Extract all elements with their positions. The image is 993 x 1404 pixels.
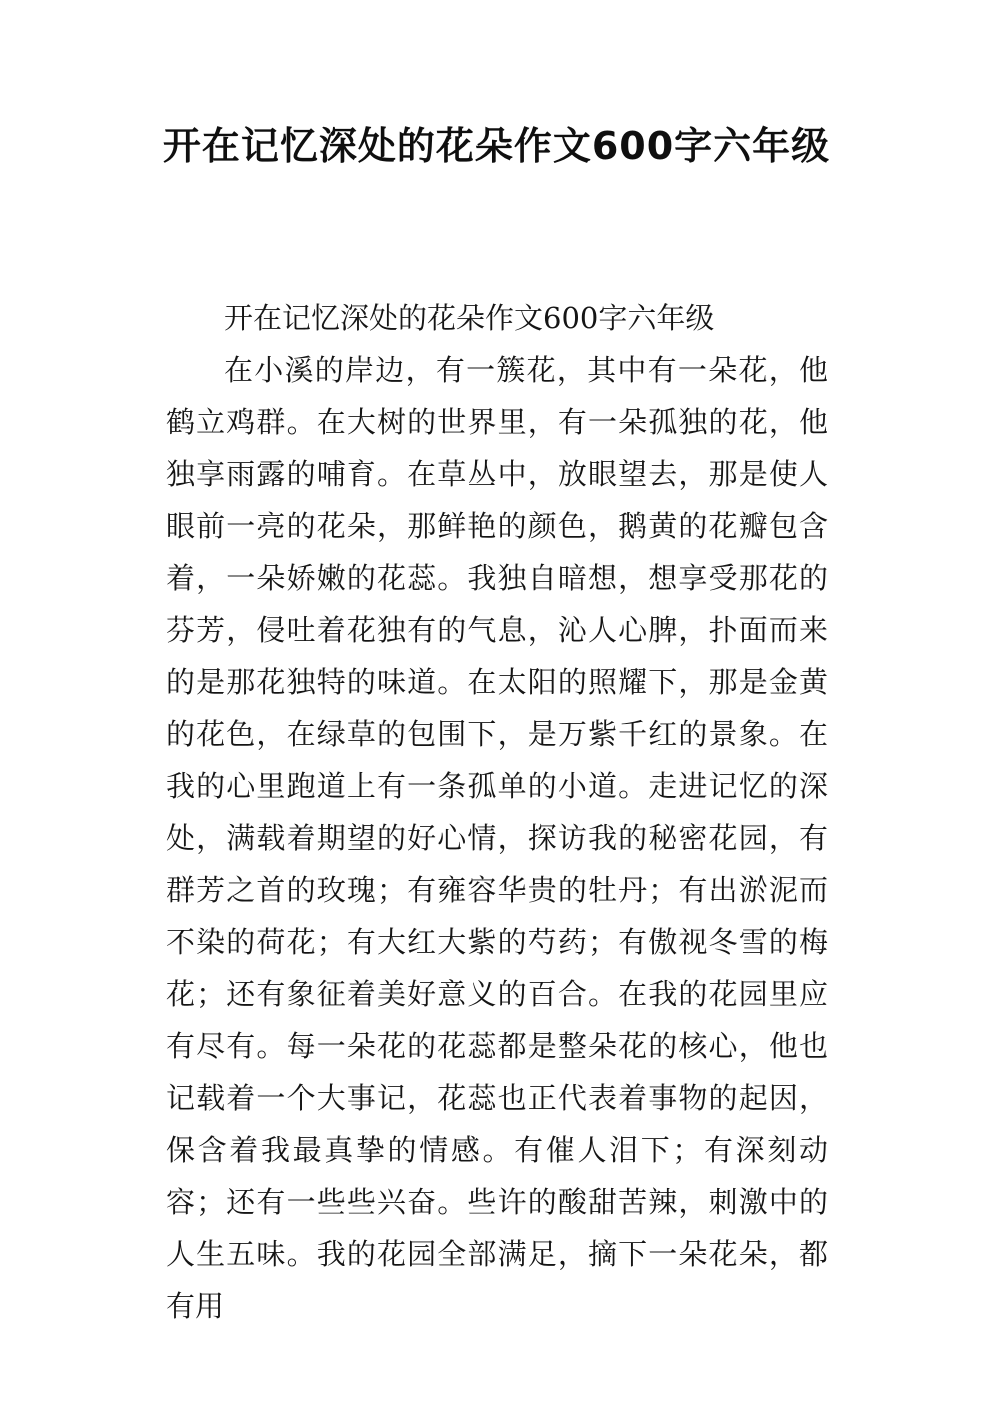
essay-paragraph: 在小溪的岸边，有一簇花，其中有一朵花，他鹤立鸡群。在大树的世界里，有一朵孤独的花，他独享雨露的哺育。在草丛中，放眼望去，那是使人眼前一亮的花朵，那鲜艳的颜色，鹅黄的花瓣包含着，一朵娇嫩的花蕊。我独自暗想，想享受那花的芬芳，侵吐着花独有的气息，沁人心脾，扑面而来的是那花独特的味道。在太阳的照耀下，那是金黄的花色，在绿草的包围下，是万紫千红的景象。在我的心里跑道上有一条孤单的小道。走进记忆的深处，满载着期望的好心情，探访我的秘密花园，有群芳之首的玫瑰；有雍容华贵的牡丹；有出淤泥而不染的荷花；有大红大紫的芍药；有傲视冬雪的梅花；还有象征着美好意义的百合。在我的花园里应有尽有。每一朵花的花蕊都是整朵花的核心，他也记载着一个大事记，花蕊也正代表着事物的起因，保含着我最真挚的情感。有催人泪下；有深刻动容；还有一些些兴奋。些许的酸甜苦辣，刺激中的人生五味。我的花园全部满足，摘下一朵花朵，都有用 xyxy=(166,353,828,1323)
document-body xyxy=(166,292,828,1332)
essay-heading: 开在记忆深处的花朵作文600字六年级 xyxy=(224,301,715,335)
document-title: 开在记忆深处的花朵作文600字六年级 xyxy=(162,124,831,168)
